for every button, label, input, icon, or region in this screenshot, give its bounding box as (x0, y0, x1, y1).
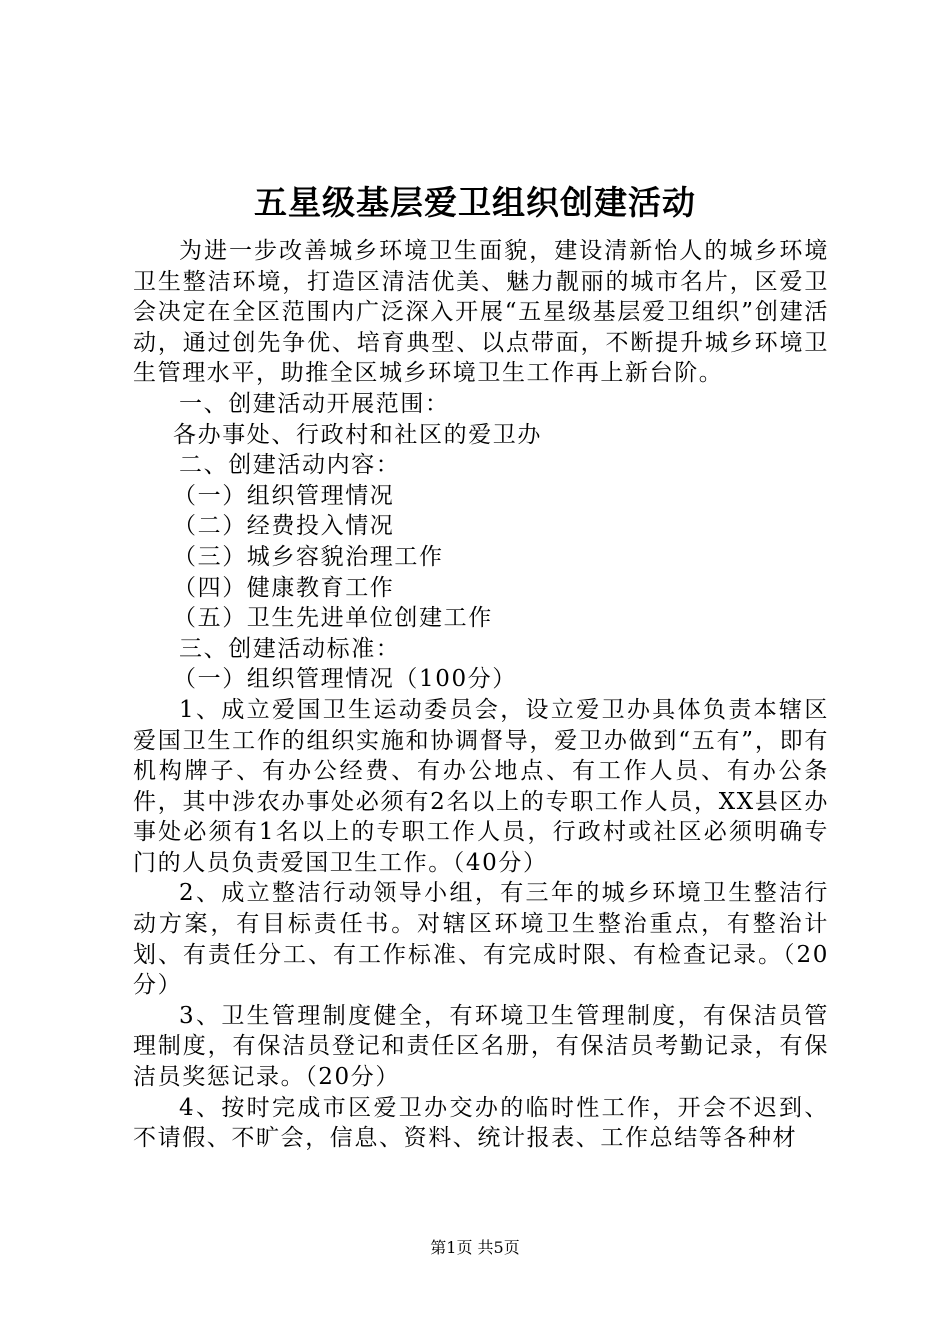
content-item: （五）卫生先进单位创建工作 (173, 605, 493, 632)
content-item: （四）健康教育工作 (173, 574, 395, 601)
content-item: （三）城乡容貌治理工作 (173, 543, 444, 570)
content-item: （二）经费投入情况 (173, 513, 395, 540)
section-heading-scope: 一、创建活动开展范围： (179, 390, 450, 417)
document-body (133, 236, 829, 1154)
document-title: 五星级基层爱卫组织创建活动 (254, 183, 696, 222)
intro-paragraph: 为进一步改善城乡环境卫生面貌，建设清新怡人的城乡环境卫生整洁环境，打造区清洁优美、魅力靓丽的城市名片，区爱卫会决定在全区范围内广泛深入开展“五星级基层爱卫组织”创建活动，通过创先争优、培育典型、以点带面，不断提升城乡环境卫生管理水平，助推全区城乡环境卫生工作再上新台阶。 (133, 238, 829, 387)
section-heading-standards: 三、创建活动标准： (179, 635, 401, 662)
content-item: （一）组织管理情况 (173, 482, 395, 509)
scope-text: 各办事处、行政村和社区的爱卫办 (173, 421, 542, 448)
page-footer: 第1页 共5页 (430, 1238, 520, 1257)
standard-paragraph: 1、成立爱国卫生运动委员会，设立爱卫办具体负责本辖区爱国卫生工作的组织实施和协调督导，爱卫办做到“五有”，即有机构牌子、有办公经费、有办公地点、有工作人员、有办公条件，其中涉农办事处必须有2名以上的专职工作人员，XX县区办事处必须有1名以上的专职工作人员，行政村或社区必须明确专门的人员负责爱国卫生工作。（40分） (133, 696, 829, 876)
standard-paragraph: 4、按时完成市区爱卫办交办的临时性工作，开会不迟到、不请假、不旷会，信息、资料、统计报表、工作总结等各种材 (133, 1094, 829, 1152)
standards-subheading: （一）组织管理情况（100分） (173, 666, 517, 693)
standard-paragraph: 3、卫生管理制度健全，有环境卫生管理制度，有保洁员管理制度，有保洁员登记和责任区名册，有保洁员考勤记录，有保洁员奖惩记录。（20分） (133, 1002, 829, 1091)
section-heading-content: 二、创建活动内容： (179, 452, 401, 479)
standard-paragraph: 2、成立整洁行动领导小组，有三年的城乡环境卫生整洁行动方案，有目标责任书。对辖区环境卫生整治重点，有整治计划、有责任分工、有工作标准、有完成时限、有检查记录。（20分） (133, 880, 829, 999)
